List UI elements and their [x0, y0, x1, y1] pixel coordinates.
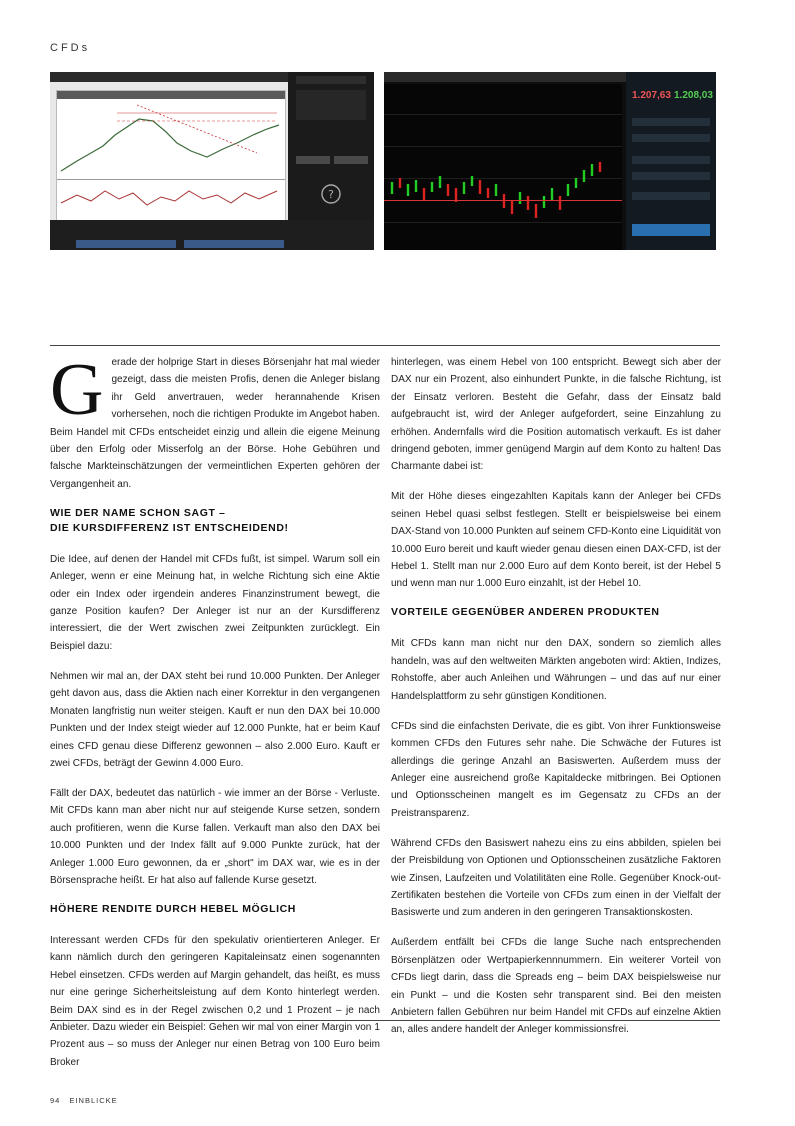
panel-header [296, 76, 366, 84]
paragraph: Die Idee, auf denen der Handel mit CFDs fußt, ist simpel. Warum soll ein Anleger, wenn er eine Meinung hat, in welche Richtung sich eine Aktie oder ein Index oder irgendein anderes Finanzinstrument bewegt, die ganze Position kaufen? Der Anleger ist nur an der Kursdifferenz interessiert, die der Wert zwischen zwei Zeitpunkten zurücklegt. Ein Beispiel dazu: [50, 553, 380, 652]
candle-chart-svg [384, 84, 622, 250]
quantity-field[interactable] [632, 118, 710, 126]
article-column-right [391, 354, 721, 1051]
footer-tab[interactable] [184, 240, 284, 248]
paragraph: Interessant werden CFDs für den spekulativ orientierteren Anleger. Er kann nämlich durch den geringeren Kapitaleinsatz einen sogenannten Hebel einsetzen. CFDs werden auf Margin gehandelt, das heißt, es muss nur eine geringe Sicherheitsleistung auf dem Konto hinterlegt werden. Beim DAX sind es in der Regel zwischen 0,2 und 1 Prozent – je nach Anbieter. Dazu wieder ein Beispiel: Gehen wir mal von einer Margin von 1 Prozent aus – so muss der Anleger nur einen Betrag von 100 Euro beim Broker [50, 934, 380, 1068]
page-footer [50, 1096, 118, 1105]
heading-vorteile: VORTEILE GEGENÜBER ANDEREN PRODUKTEN [391, 606, 660, 619]
footer-label: EINBLICKE [69, 1096, 118, 1105]
price-level-line [384, 200, 622, 201]
gold-chart [384, 84, 622, 250]
article-column-left [50, 349, 380, 1084]
footer-tab[interactable] [76, 240, 176, 248]
paragraph: Während CFDs den Basiswert nahezu eins zu eins abbilden, spielen bei der Preisbildung von Optionen und Optionsscheinen zusätzliche Faktoren wie Zinsen, Laufzeiten und Volatilitäten eine Rolle. Gegenüber Knock-out-Zertifikaten bestehen die Vorteile von CFDs zum einen in der Vielfalt der Basiswerte und zum anderen in den geringeren Transaktionskosten. [391, 837, 721, 919]
platform-footer [50, 220, 374, 250]
take-profit-field[interactable] [632, 172, 710, 180]
limit-field[interactable] [632, 192, 710, 200]
trade-ticket [626, 72, 716, 250]
panel-post [296, 90, 366, 120]
platform-screenshot-left [50, 72, 374, 250]
heading-line: DIE KURSDIFFERENZ IST ENTSCHEIDEND! [50, 521, 289, 534]
paragraph: Nehmen wir mal an, der DAX steht bei rund 10.000 Punkten. Der Anleger geht davon aus, dass die Aktien nach einer Korrektur in den vergangenen Monaten langfristig nun weiter steigen. Kauft er nun den DAX bei 10.000 Punkten und der Index steigt wieder auf 12.000 Punkte, hat er beim Kauf eines CFD genau diese Differenz gewonnen – also 2.000 Euro. Kauft er zwei CFDs, beträgt der Gewinn 4.000 Euro. [50, 670, 380, 769]
panel-button[interactable] [334, 156, 368, 164]
help-icon [288, 180, 374, 220]
bottom-rule [50, 1020, 720, 1021]
paragraph: hinterlegen, was einem Hebel von 100 entspricht. Bewegt sich aber der DAX nur ein Prozent, also einhundert Punkte, in die falsche Richtung, ist der Einsatz verloren. Besteht die Gefahr, dass der Einsatz bald aufgebraucht ist, wird der Anleger aufgefordert, seine Einzahlung zu erhöhen. Andernfalls wird die Position automatisch verkauft. Es ist daher dringend geboten, immer genügend Margin auf dem Konto zu halten! Das Charmante dabei ist: [391, 357, 721, 473]
top-rule [50, 345, 720, 346]
intro-paragraph [50, 349, 380, 493]
place-order-button[interactable] [632, 224, 710, 236]
panel-button[interactable] [296, 156, 330, 164]
usdchf-chart [56, 90, 286, 222]
svg-text:?: ? [328, 188, 334, 201]
section-title: CFDs [50, 42, 91, 54]
bid-price[interactable]: 1.207,63 [632, 90, 671, 101]
amount-field[interactable] [632, 134, 710, 142]
dropcap: G [50, 349, 104, 431]
paragraph: Mit der Höhe dieses eingezahlten Kapitals kann der Anleger bei CFDs seinen Hebel quasi selbst festlegen. Stellt er beispielsweise bei einem DAX-Stand von 10.000 Punkten auf seinem CFD-Konto eine Liquidität von 10.000 Euro bereit und kauft wieder genau diesen einen DAX-CFD, ist der Hebel 1. Stellt man nur 2.000 Euro auf dem Konto bereit, ist der Hebel 5 und wenn man nur 1.000 Euro einzahlt, ist der Hebel 10. [391, 491, 721, 590]
platform-screenshot-right [384, 72, 716, 250]
heading-kursdifferenz [50, 506, 380, 536]
intro-text: erade der holprige Start in dieses Börsenjahr hat mal wieder gezeigt, dass die meisten Profis, denen die Anleger bislang ihr Geld anvertrauen, weder herannahende Krisen vorhersehen, noch die richtigen Produkte im Angebot haben. Beim Handel mit CFDs entscheidet einzig und allein die eigene Meinung über den Erfolg oder Misserfolg an der Börse. Hohe Gebühren und falsche Markteinschätzungen der vermeintlichen Experten gehören der Vergangenheit an. [50, 357, 380, 490]
stop-loss-field[interactable] [632, 156, 710, 164]
paragraph: Fällt der DAX, bedeutet das natürlich - wie immer an der Börse - Verluste. Mit CFDs kann man aber nicht nur auf steigende Kurse setzen, sondern auch profitieren, wenn die Kurse fallen. Verkauft man also den DAX bei 10.000 Punkten und der Index fällt auf 9.000 Punkte zurück, hat der Anleger 1.000 Euro gewonnen, da er „short" im DAX war, wie es in der Börsensprache heißt. Er hat also auf fallende Kurse gesetzt. [50, 787, 380, 886]
paragraph: Außerdem entfällt bei CFDs die lange Suche nach entsprechenden Börsenplätzen oder Wertpapierkennnummern. Ein weiterer Vorteil von CFDs liegt darin, dass die Spreads eng – beim DAX beispielsweise nur ein Punkt – und die Kosten sehr transparent sind. Bei den meisten Anbietern fallen Gebühren nur beim Handel mit CFDs auf einzelne Aktien an, alles andere handelt der Anleger kommissionsfrei. [391, 937, 721, 1036]
paragraph: CFDs sind die einfachsten Derivate, die es gibt. Von ihrer Funktionsweise kommen CFDs den Futures sehr nahe. Die Schwäche der Futures ist allerdings die geringe Anzahl an Basiswerten. Außerdem muss der Anleger eine ausreichend große Kapitaldecke mitbringen. Bei Optionen und Optionsscheinen mangelt es im Gegensatz zu CFDs an der Preistransparenz. [391, 720, 721, 819]
ask-price[interactable]: 1.208,03 [674, 90, 713, 101]
indicator-pane [57, 179, 285, 218]
page-number: 94 [50, 1096, 61, 1105]
paragraph: Mit CFDs kann man nicht nur den DAX, sondern so ziemlich alles handeln, was auf den weltweiten Märkten angeboten wird: Aktien, Indizes, Rohstoffe, aber auch Anleihen und Währungen – und das auf nur einer Handelsplattform zu sehr günstigen Konditionen. [391, 638, 721, 702]
heading-hebel: HÖHERE RENDITE DURCH HEBEL MÖGLICH [50, 902, 296, 915]
heading-line: WIE DER NAME SCHON SAGT – [50, 506, 226, 519]
